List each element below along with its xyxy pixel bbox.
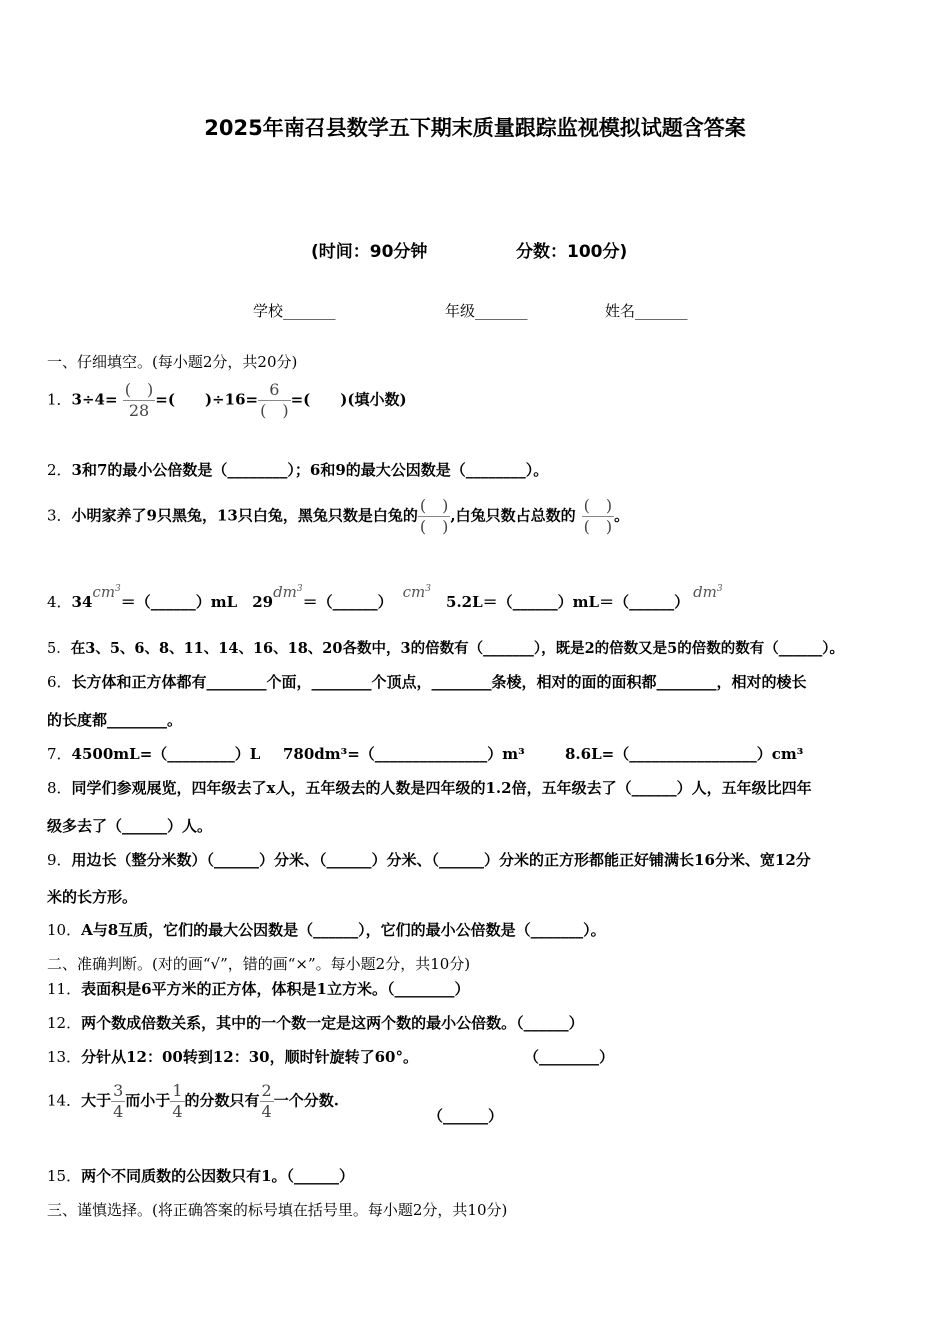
question-8: 8．同学们参观展览，四年级去了x人，五年级去的人数是四年级的1.2倍，五年级去了（______）人，五年级比四年 [47, 779, 812, 797]
question-12: 12．两个数成倍数关系，其中的一个数一定是这两个数的最小公倍数。（______） [47, 1014, 584, 1032]
fraction: $\frac{3}{4}$ [113, 1081, 124, 1121]
question-7-part-c: 8.6L=（_________________）cm³ [565, 745, 804, 763]
question-9-continued: 米的长方形。 [47, 888, 138, 906]
question-3: 3．小明家养了9只黑兔，13只白兔，黑兔只数是白兔的 $\frac{( )}{( )}$ ,白兔只数占总数的 $\frac{( )}{( )}$ 。 [47, 496, 630, 536]
question-2: 2．3和7的最小公倍数是（________）；6和9的最大公因数是（________）。 [47, 461, 549, 479]
unit-label: $dm^3$ [693, 583, 723, 601]
fraction: $\frac{( )}{( )}$ [583, 496, 613, 536]
question-14: 14．大于 $\frac{3}{4}$ 而小于 $\frac{1}{4}$ 的分数只有 $\frac{2}{4}$ 一个分数. [47, 1081, 339, 1121]
total-score: 分数：100分) [516, 242, 628, 262]
question-5: 5．在3、5、6、8、11、14、16、18、20各数中，3的倍数有（_______），既是2的倍数又是5的倍数的数有（______）。 [47, 640, 844, 657]
question-4: 4．$34cm^3=(\_\_\_\_\_\_)mL$ $29dm^3=(\_\_\_\_\_\_)cm^3$ $5.2L=(\_\_\_\_\_\_)mL=(\_\_\_\_\_\_)dm^3$ [47, 583, 723, 611]
question-15: 15．两个不同质数的公因数只有1。（______） [47, 1167, 355, 1185]
section-1-heading: 一、仔细填空。(每小题2分，共20分) [47, 353, 298, 371]
question-13-blank: （________） [524, 1048, 615, 1066]
question-6: 6．长方体和正方体都有________个面，________个顶点，________条棱，相对的面的面积都________，相对的棱长 [47, 673, 807, 691]
question-number: 1． [47, 390, 72, 409]
question-1: 1．3÷4= $\frac{( )}{28}$ =( )÷16= $\frac{6}{( )}$ =( )(填小数) [47, 380, 407, 420]
question-13: 13．分针从12：00转到12：30，顺时针旋转了60°。 [47, 1048, 418, 1066]
section-2-heading: 二、准确判断。(对的画“√”，错的画“×”。每小题2分，共10分) [47, 955, 471, 973]
question-7-part-b: 780dm³=（_______________）m³ [283, 745, 525, 763]
unit-label: $dm^3$ [273, 583, 303, 601]
name-field: 姓名_______ [605, 302, 688, 320]
question-14-blank: （______） [428, 1107, 504, 1125]
fraction: $\frac{( )}{( )}$ [419, 496, 449, 536]
fraction: $\frac{( )}{28}$ [124, 380, 154, 420]
question-9: 9．用边长（整分米数）（______）分米、（______）分米、（______）分米的正方形都能正好铺满长16分米、宽12分 [47, 851, 811, 869]
fraction: $\frac{2}{4}$ [261, 1081, 272, 1121]
page-title: 2025年南召县数学五下期末质量跟踪监视模拟试题含答案 [204, 116, 746, 140]
unit-label: $cm^3$ [402, 583, 432, 601]
section-3-heading: 三、谨慎选择。(将正确答案的标号填在括号里。每小题2分，共10分) [47, 1201, 508, 1219]
question-6-continued: 的长度都________。 [47, 711, 183, 729]
question-10: 10．A与8互质，它们的最大公因数是（______），它们的最小公倍数是（_______）。 [47, 921, 606, 939]
grade-field: 年级_______ [445, 302, 528, 320]
question-11: 11．表面积是6平方米的正方体，体积是1立方米。（________） [47, 980, 470, 998]
question-7: 7．4500mL=（_________）L [47, 745, 261, 763]
unit-label: $cm^3$ [92, 583, 121, 601]
fraction: $\frac{6}{( )}$ [260, 380, 289, 420]
school-field: 学校_______ [253, 302, 336, 320]
question-8-continued: 级多去了（______）人。 [47, 817, 213, 835]
fraction: $\frac{1}{4}$ [172, 1081, 183, 1121]
time-limit: (时间：90分钟 [311, 242, 428, 262]
